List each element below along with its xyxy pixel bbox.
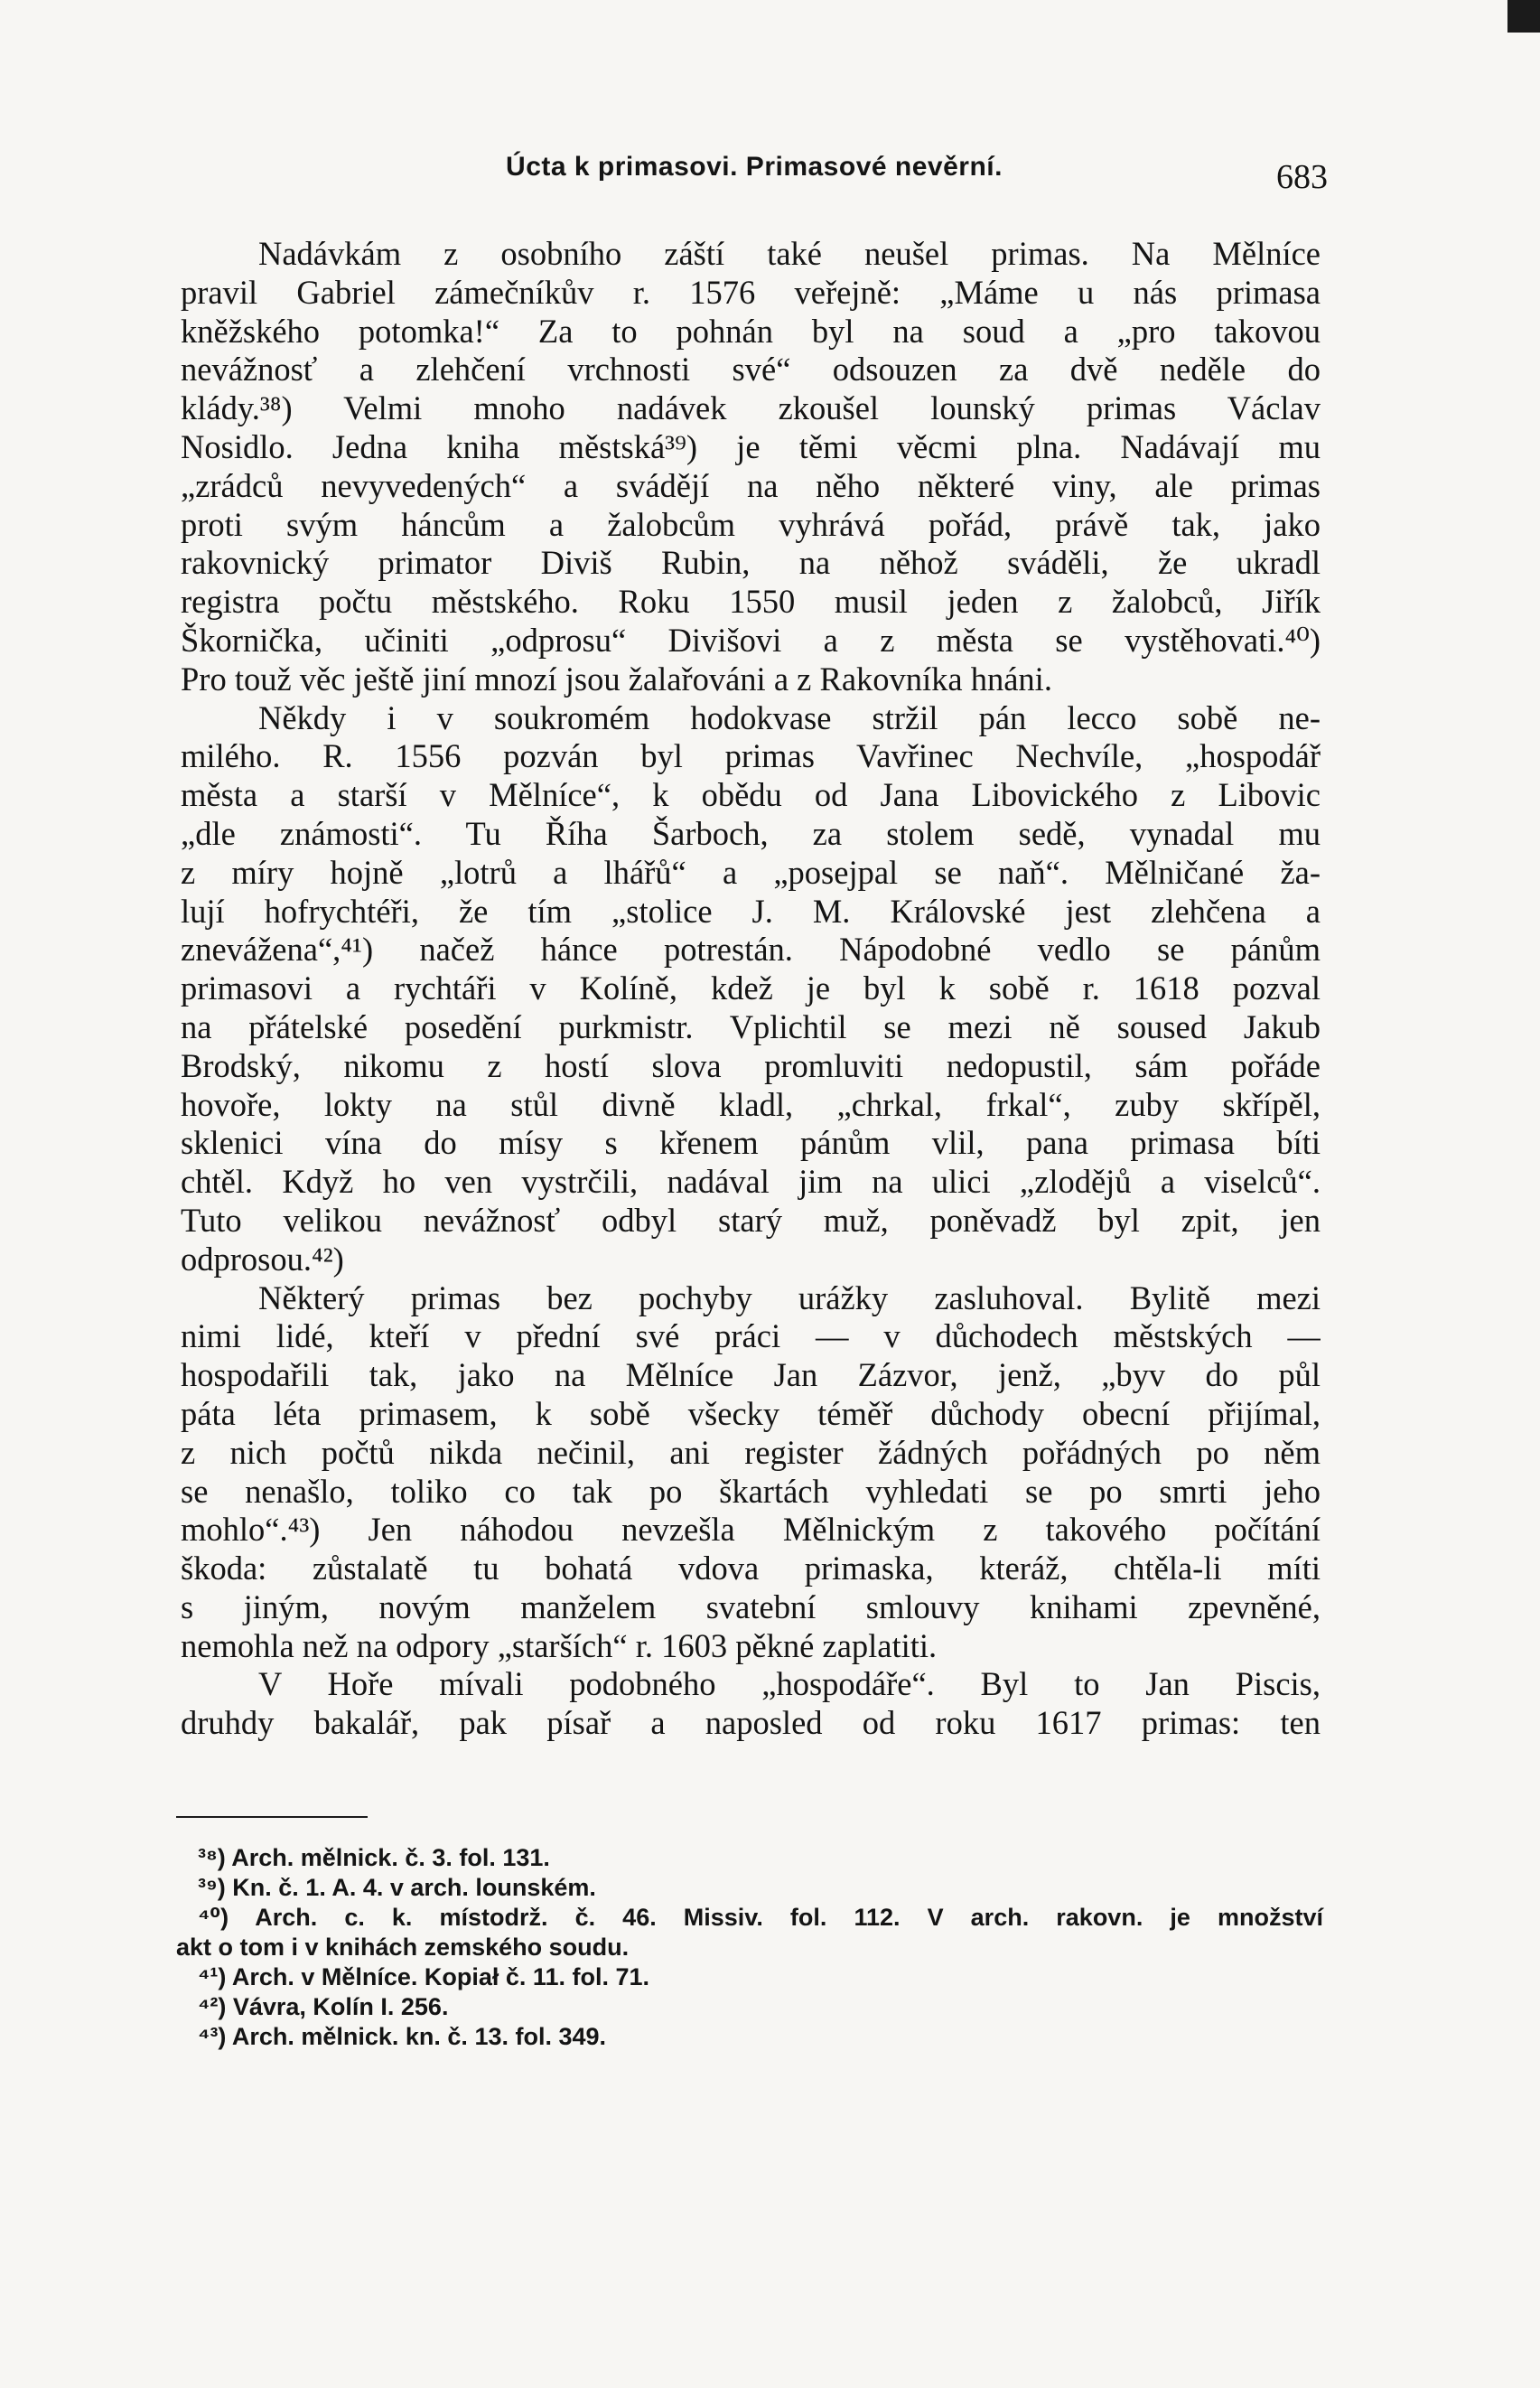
text-line: sklenici vína do mísy s křenem pánům vlil, pana primasa bíti: [181, 1124, 1321, 1162]
text-line: V Hoře mívali podobného „hospodáře“. Byl to Jan Piscis,: [258, 1665, 1321, 1703]
footnote: ⁴²) Vávra, Kolín I. 256.: [198, 1993, 449, 2020]
running-title: Úcta k primasovi. Primasové nevěrní.: [506, 152, 1003, 182]
text-line: rakovnický primator Diviš Rubin, na něhož sváděli, že ukradl: [181, 544, 1321, 582]
text-line: chtěl. Když ho ven vystrčili, nadával jim na ulici „zlodějů a viselců“.: [181, 1163, 1321, 1201]
footnote-divider: [176, 1816, 368, 1818]
text-line: Brodský, nikomu z hostí slova promluviti nedopustil, sám pořáde: [181, 1046, 1321, 1084]
text-line: zneváženа“,⁴¹) načež hánce potrestán. Nápodobné vedlo se pánům: [181, 931, 1321, 969]
text-line: na přátelské posedění purkmistr. Vplichtil se mezi ně soused Jakub: [181, 1007, 1321, 1045]
text-line: milého. R. 1556 pozván byl primas Vavřinec Nechvíle, „hospodář: [181, 737, 1321, 775]
text-line: města a starší v Mělníce“, k obědu od Jana Libovického z Libovic: [181, 776, 1321, 814]
footnote: ³⁹) Kn. č. 1. A. 4. v arch. lounském.: [198, 1874, 596, 1901]
footnote: ⁴³) Arch. mělnick. kn. č. 13. fol. 349.: [198, 2023, 607, 2050]
text-line: z nich počtů nikda nečinil, ani register žádných pořádných po něm: [181, 1433, 1321, 1471]
text-line: s jiným, novým manželem svatební smlouvy knihami zpevněné,: [181, 1587, 1321, 1625]
footnotes: [176, 1843, 1323, 2052]
footnote: ³⁸) Arch. mělnick. č. 3. fol. 131.: [198, 1844, 550, 1871]
text-line: Pro touž věc ještě jiní mnozí jsou žalařováni a z Rakovníka hnáni.: [181, 660, 1052, 698]
text-line: hovoře, lokty na stůl divně kladl, „chrkal, frkal“, zuby skřípěl,: [181, 1085, 1321, 1123]
footnote: ⁴⁰) Arch. c. k. místodrž. č. 46. Missiv. fol. 112. V arch. rakovn. je množství: [198, 1904, 1323, 1931]
text-line: Někdy i v soukromém hodokvase stržil pán lecco sobě ne-: [258, 698, 1321, 736]
text-line: Škornička, učiniti „odprosu“ Divišovi a z města se vystěhovati.⁴⁰): [181, 621, 1321, 659]
scan-corner-mark: [1507, 0, 1540, 33]
text-line: Nadávkám z osobního záští také neušel primas. Na Mělníce: [258, 235, 1321, 272]
text-line: klády.³⁸) Velmi mnoho nadávek zkoušel lounský primas Václav: [181, 389, 1321, 427]
text-line: Nosidlo. Jedna kniha městská³⁹) je těmi věcmi plna. Nadávají mu: [181, 427, 1321, 465]
text-line: se nenašlo, toliko co tak po škartách vyhledati se po smrti jeho: [181, 1472, 1321, 1510]
text-line: proti svým háncům a žalobcům vyhrává pořád, právě tak, jako: [181, 505, 1321, 543]
text-line: škoda: zůstalatě tu bohatá vdova primaska, kteráž, chtěla-li míti: [181, 1550, 1321, 1587]
text-line: nemohla než na odpory „starších“ r. 1603 pěkné zaplatiti.: [181, 1626, 938, 1664]
text-line: primasovi a rychtáři v Kolíně, kdež je byl k sobě r. 1618 pozval: [181, 969, 1321, 1007]
footnote: ⁴¹) Arch. v Mělníce. Kopiał č. 11. fol. 71.: [198, 1963, 650, 1990]
text-line: odprosou.⁴²): [181, 1240, 344, 1278]
body-text: [181, 235, 1321, 1743]
text-line: Některý primas bez pochyby urážky zasluhoval. Bylitě mezi: [258, 1278, 1321, 1316]
text-line: druhdy bakalář, pak písař a naposled od roku 1617 primas: ten: [181, 1704, 1321, 1742]
text-line: kněžského potomka!“ Za to pohnán byl na soud a „pro takovou: [181, 312, 1321, 350]
text-line: páta léta primasem, k sobě všecky téměř důchody obecní přijímal,: [181, 1394, 1321, 1432]
text-line: mohlo“.⁴³) Jen náhodou nevzešla Mělnickým z takového počítání: [181, 1511, 1321, 1549]
page-number: 683: [1276, 158, 1328, 196]
text-line: „dle známosti“. Tu Říha Šarboch, za stolem sedě, vynadal mu: [181, 814, 1321, 852]
text-line: nevážnosť a zlehčení vrchnosti své“ odsouzen za dvě neděle do: [181, 351, 1321, 389]
text-line: pravil Gabriel zámečníkův r. 1576 veřejně: „Máme u nás primasa: [181, 273, 1321, 311]
text-line: registra počtu městského. Roku 1550 musil jeden z žalobců, Jiřík: [181, 583, 1321, 621]
text-line: Tuto velikou nevážnosť odbyl starý muž, poněvadž byl zpit, jen: [181, 1201, 1321, 1239]
text-line: hospodařili tak, jako na Mělníce Jan Zázvor, jenž, „byv do půl: [181, 1356, 1321, 1394]
footnote: akt o tom i v knihách zemského soudu.: [176, 1934, 630, 1961]
text-line: nimi lidé, kteří v přední své práci — v důchodech městských —: [181, 1317, 1321, 1355]
text-line: lují hofrychtéři, že tím „stolice J. M. Královské jest zlehčena a: [181, 892, 1321, 930]
text-line: „zrádců nevyvedených“ a svádějí na něho některé viny, ale primas: [181, 466, 1321, 504]
text-line: z míry hojně „lotrů a lhářů“ a „posejpal se naň“. Mělničané ža-: [181, 853, 1321, 891]
page-header: [181, 145, 1328, 199]
